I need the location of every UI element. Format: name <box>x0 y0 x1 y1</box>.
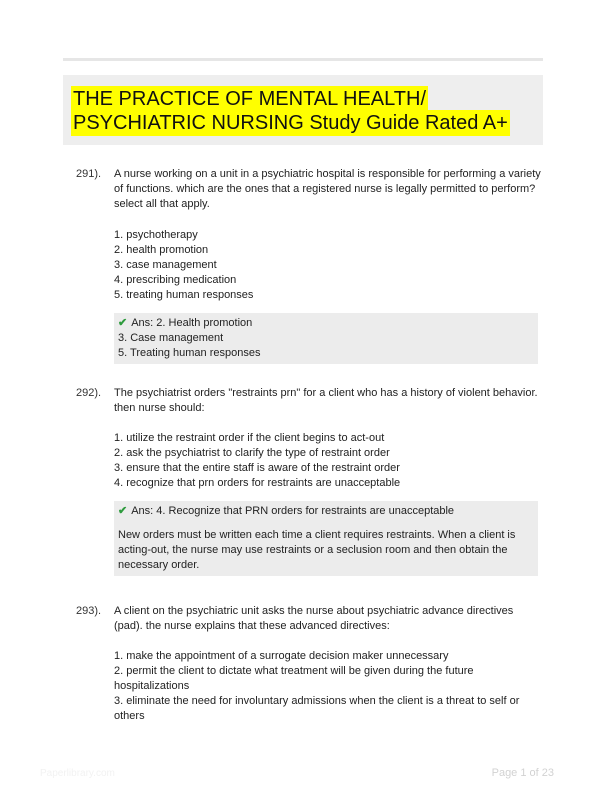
checkmark-icon: ✔ <box>118 505 128 517</box>
answer-text: Ans: 2. Health promotion <box>131 317 253 329</box>
top-divider <box>63 58 543 61</box>
answer-box <box>114 501 538 576</box>
checkmark-icon: ✔ <box>118 317 128 329</box>
option-item: 3. case management <box>114 259 217 271</box>
answer-box <box>114 313 538 364</box>
page-number: Page 1 of 23 <box>491 767 554 779</box>
option-item: 3. ensure that the entire staff is aware of the restraint order <box>114 462 400 474</box>
options-list <box>114 649 544 724</box>
question-text: The psychiatrist orders "restraints prn" for a client who has a history of violent behavior. then nurse should: <box>114 387 538 414</box>
page-title-line-1: THE PRACTICE OF MENTAL HEALTH/ <box>73 88 426 110</box>
option-item: 2. ask the psychiatrist to clarify the type of restraint order <box>114 447 390 459</box>
page-title-line-2: PSYCHIATRIC NURSING Study Guide Rated A+ <box>73 112 508 134</box>
answer-line <box>118 504 538 519</box>
footer-watermark: Paperlibrary.com <box>40 768 115 779</box>
option-item: 1. utilize the restraint order if the client begins to act-out <box>114 432 385 444</box>
title-banner <box>63 75 543 145</box>
options-list <box>114 228 544 303</box>
option-item: 2. health promotion <box>114 244 209 256</box>
option-item: 1. make the appointment of a surrogate decision maker unnecessary <box>114 650 449 662</box>
question-number: 292). <box>76 387 102 399</box>
option-item: 4. recognize that prn orders for restraints are unacceptable <box>114 477 401 489</box>
question-number: 293). <box>76 605 102 617</box>
answer-line: 5. Treating human responses <box>118 347 261 359</box>
question-text: A client on the psychiatric unit asks the nurse about psychiatric advance directives (pad). the nurse explains that these advanced directives: <box>114 605 514 632</box>
question-text: A nurse working on a unit in a psychiatric hospital is responsible for performing a variety of functions. which are the ones that a registered nurse is legally permitted to perform? select all that apply. <box>114 168 541 210</box>
question-number: 291). <box>76 168 102 180</box>
option-item: 4. prescribing medication <box>114 274 237 286</box>
option-item: 1. psychotherapy <box>114 229 198 241</box>
answer-explanation: New orders must be written each time a client requires restraints. When a client is acting-out, the nurse may use restraints or a seclusion room and then obtain the necessary order. <box>118 529 516 571</box>
option-item: 3. eliminate the need for involuntary admissions when the client is a threat to self or others <box>114 695 520 722</box>
answer-line <box>118 316 538 331</box>
options-list <box>114 431 544 491</box>
answer-text: Ans: 4. Recognize that PRN orders for restraints are unacceptable <box>131 505 455 517</box>
option-item: 2. permit the client to dictate what treatment will be given during the future hospitalizations <box>114 665 474 692</box>
answer-line: 3. Case management <box>118 332 224 344</box>
option-item: 5. treating human responses <box>114 289 254 301</box>
